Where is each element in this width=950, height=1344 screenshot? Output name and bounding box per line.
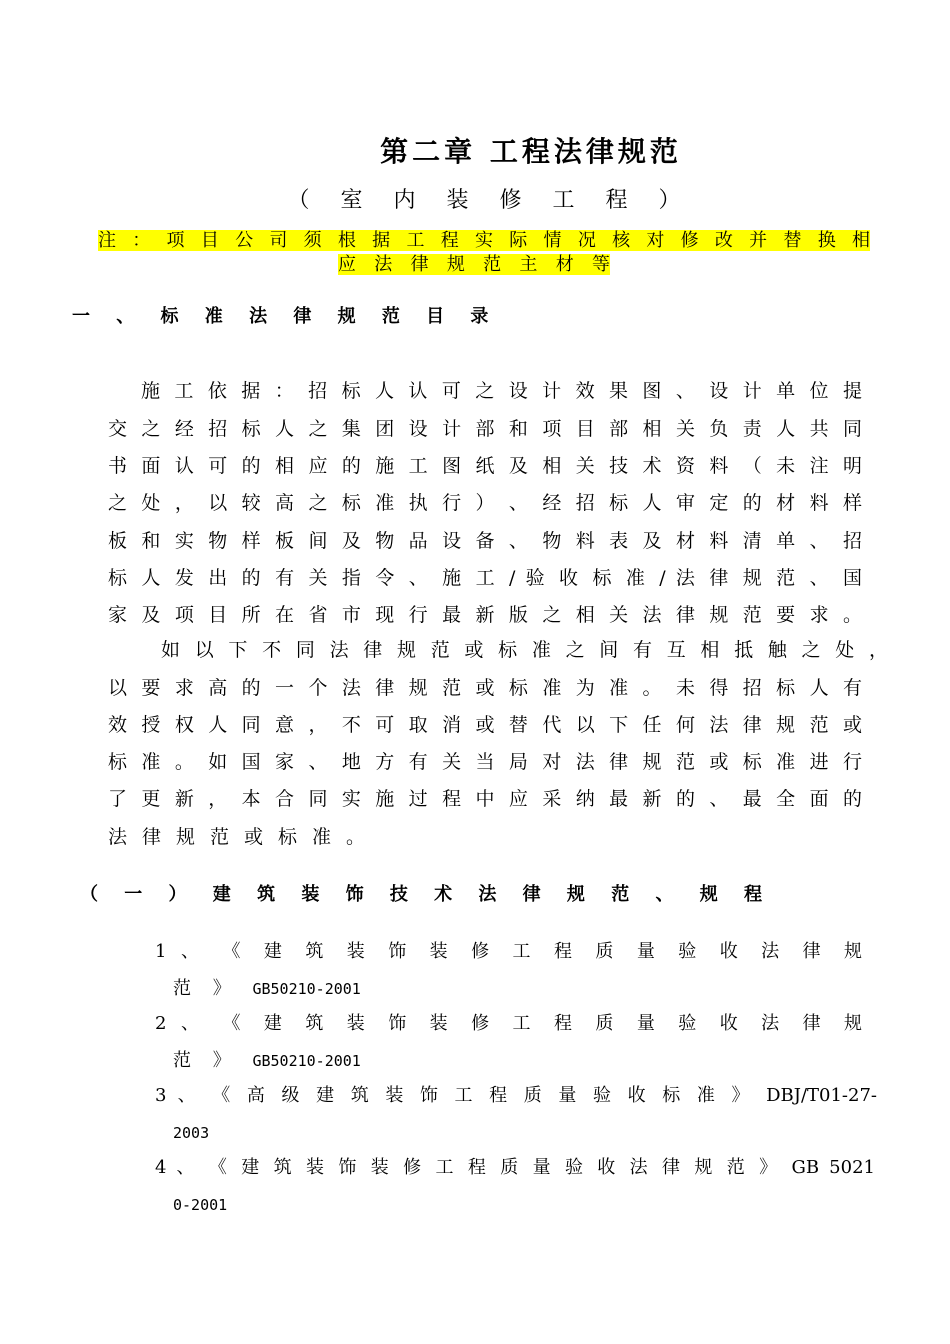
paragraph-line: 标 人 发 出 的 有 关 指 令 、 施 工 / 验 收 标 准 / 法 律 规 范 、 国 [108, 567, 862, 589]
standard-code: 0-2001 [173, 1196, 228, 1214]
paragraph-line: 如 以 下 不 同 法 律 规 范 或 标 准 之 间 有 互 相 抵 触 之 处 ， [161, 639, 888, 661]
standard-item-2: 2 、 《 建 筑 装 饰 装 修 工 程 质 量 验 收 法 律 规 [155, 1013, 862, 1034]
paragraph-line: 板 和 实 物 样 板 间 及 物 品 设 备 、 物 料 表 及 材 料 清 单 、 招 [108, 530, 862, 552]
standard-item-2-cont [173, 1049, 361, 1073]
standard-text: 范 》 [173, 1050, 239, 1071]
standard-item-1: 1 、 《 建 筑 装 饰 装 修 工 程 质 量 验 收 法 律 规 [155, 941, 862, 962]
standard-item-4-cont [173, 1193, 227, 1217]
paragraph-line: 家 及 项 目 所 在 省 市 现 行 最 新 版 之 相 关 法 律 规 范 要 求 。 [108, 604, 862, 626]
chapter-title: 第二章 工程法律规范 [380, 135, 682, 168]
paragraph-line: 标 准 。 如 国 家 、 地 方 有 关 当 局 对 法 律 规 范 或 标 准 进 行 [108, 751, 862, 773]
paragraph-line: 交 之 经 招 标 人 之 集 团 设 计 部 和 项 目 部 相 关 负 责 人 共 同 [108, 418, 862, 440]
highlighted-note-line-1 [98, 226, 870, 252]
paragraph-line: 效 授 权 人 同 意 ， 不 可 取 消 或 替 代 以 下 任 何 法 律 规 范 或 [108, 714, 862, 736]
standard-item-3-cont [173, 1121, 209, 1145]
section-heading-standards: 一 、 标 准 法 律 规 范 目 录 [72, 306, 499, 327]
standard-item-3: 3 、 《 高 级 建 筑 装 饰 工 程 质 量 验 收 标 准 》 DBJ/T01-27- [155, 1085, 877, 1106]
highlighted-note-line-2 [338, 250, 610, 276]
subsection-heading-decoration-standards: （ 一 ） 建 筑 装 饰 技 术 法 律 规 范 、 规 程 [80, 884, 772, 905]
note-text-2: 应 法 律 规 范 主 材 等 [338, 254, 610, 275]
paragraph-line: 以 要 求 高 的 一 个 法 律 规 范 或 标 准 为 准 。 未 得 招 标 人 有 [108, 677, 862, 699]
paragraph-line: 了 更 新 ， 本 合 同 实 施 过 程 中 应 采 纳 最 新 的 、 最 全 面 的 [108, 788, 862, 810]
standard-code: GB50210-2001 [252, 1052, 361, 1070]
paragraph-line: 之 处 ， 以 较 高 之 标 准 执 行 ） 、 经 招 标 人 审 定 的 材 料 样 [108, 492, 862, 514]
standard-code: GB50210-2001 [252, 980, 361, 998]
standard-code: 2003 [173, 1124, 210, 1142]
paragraph-line: 施 工 依 据 ： 招 标 人 认 可 之 设 计 效 果 图 、 设 计 单 位 提 [141, 380, 862, 402]
paragraph-line: 书 面 认 可 的 相 应 的 施 工 图 纸 及 相 关 技 术 资 料 （ 未 注 明 [108, 455, 862, 477]
standard-text: 范 》 [173, 978, 239, 999]
note-text-1: 注 ： 项 目 公 司 须 根 据 工 程 实 际 情 况 核 对 修 改 并 替 换 相 [98, 230, 870, 251]
chapter-subtitle: （ 室 内 装 修 工 程 ） [287, 188, 693, 213]
standard-item-4: 4 、 《 建 筑 装 饰 装 修 工 程 质 量 验 收 法 律 规 范 》 GB 5021 [155, 1157, 875, 1178]
paragraph-line: 法律规范或标准。 [108, 826, 381, 848]
standard-item-1-cont [173, 977, 361, 1001]
